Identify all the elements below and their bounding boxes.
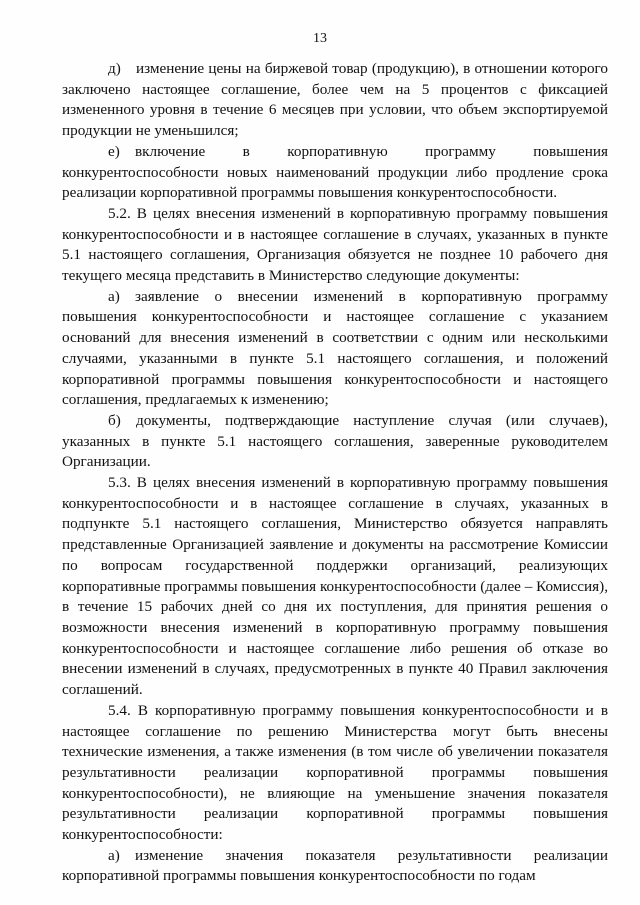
document-body [62, 59, 608, 887]
paragraph-5-2-a: а) заявление о внесении изменений в корпоративную программу повышения конкурентоспособности и настоящее соглашение с указанием оснований для внесения изменений в соответствии с одним или несколькими случаями, указанными в пункте 5.1 настоящего соглашения, и положений корпоративной программы повышения конкурентоспособности и настоящего соглашения, предлагаемых к изменению; [62, 287, 608, 409]
paragraph-item-d: д) изменение цены на биржевой товар (продукцию), в отношении которого заключено настоящее соглашение, более чем на 5 процентов с фиксацией измененного уровня в течение 6 месяцев при условии, что объем экспортируемой продукции не уменьшился; [62, 60, 608, 140]
paragraph-5-2: 5.2. В целях внесения изменений в корпоративную программу повышения конкурентоспособности и в настоящее соглашение в случаях, указанных в пункте 5.1 настоящего соглашения, Организация обязуется не позднее 10 рабочего дня текущего месяца представить в Министерство следующие документы: [62, 204, 608, 285]
paragraph-5-4: 5.4. В корпоративную программу повышения конкурентоспособности и в настоящее соглашение по решению Министерства могут быть внесены технические изменения, а также изменения (в том числе об увеличении показателя результативности реализации корпоративной программы повышения конкурентоспособности), не влияющие на уменьшение значения показателя результативности реализации корпоративной программы повышения конкурентоспособности: [62, 701, 608, 844]
page-number: 13 [313, 31, 327, 46]
paragraph-5-4-a: а) изменение значения показателя результативности реализации корпоративной программы повышения конкурентоспособности по годам [62, 846, 608, 885]
paragraph-5-2-b: б) документы, подтверждающие наступление случая (или случаев), указанных в пункте 5.1 настоящего соглашения, заверенные руководителем Организации. [62, 411, 608, 471]
paragraph-5-3: 5.3. В целях внесения изменений в корпоративную программу повышения конкурентоспособности и в настоящее соглашение в случаях, указанных в подпункте 5.1 настоящего соглашения, Министерство обязуется направлять представленные Организацией заявление и документы на рассмотрение Комиссии по вопросам государственной поддержки организаций, реализующих корпоративные программы повышения конкурентоспособности (далее – Комиссия), в течение 15 рабочих дней со дня их поступления, для принятия решения о возможности внесения изменений в корпоративную программу повышения конкурентоспособности и настоящее соглашение либо решения об отказе во внесении изменений в случаях, предусмотренных в пункте 40 Правил заключения соглашений. [62, 474, 608, 699]
paragraph-item-e: е) включение в корпоративную программу повышения конкурентоспособности новых наименований продукции либо продление срока реализации корпоративной программы повышения конкурентоспособности. [62, 142, 608, 202]
